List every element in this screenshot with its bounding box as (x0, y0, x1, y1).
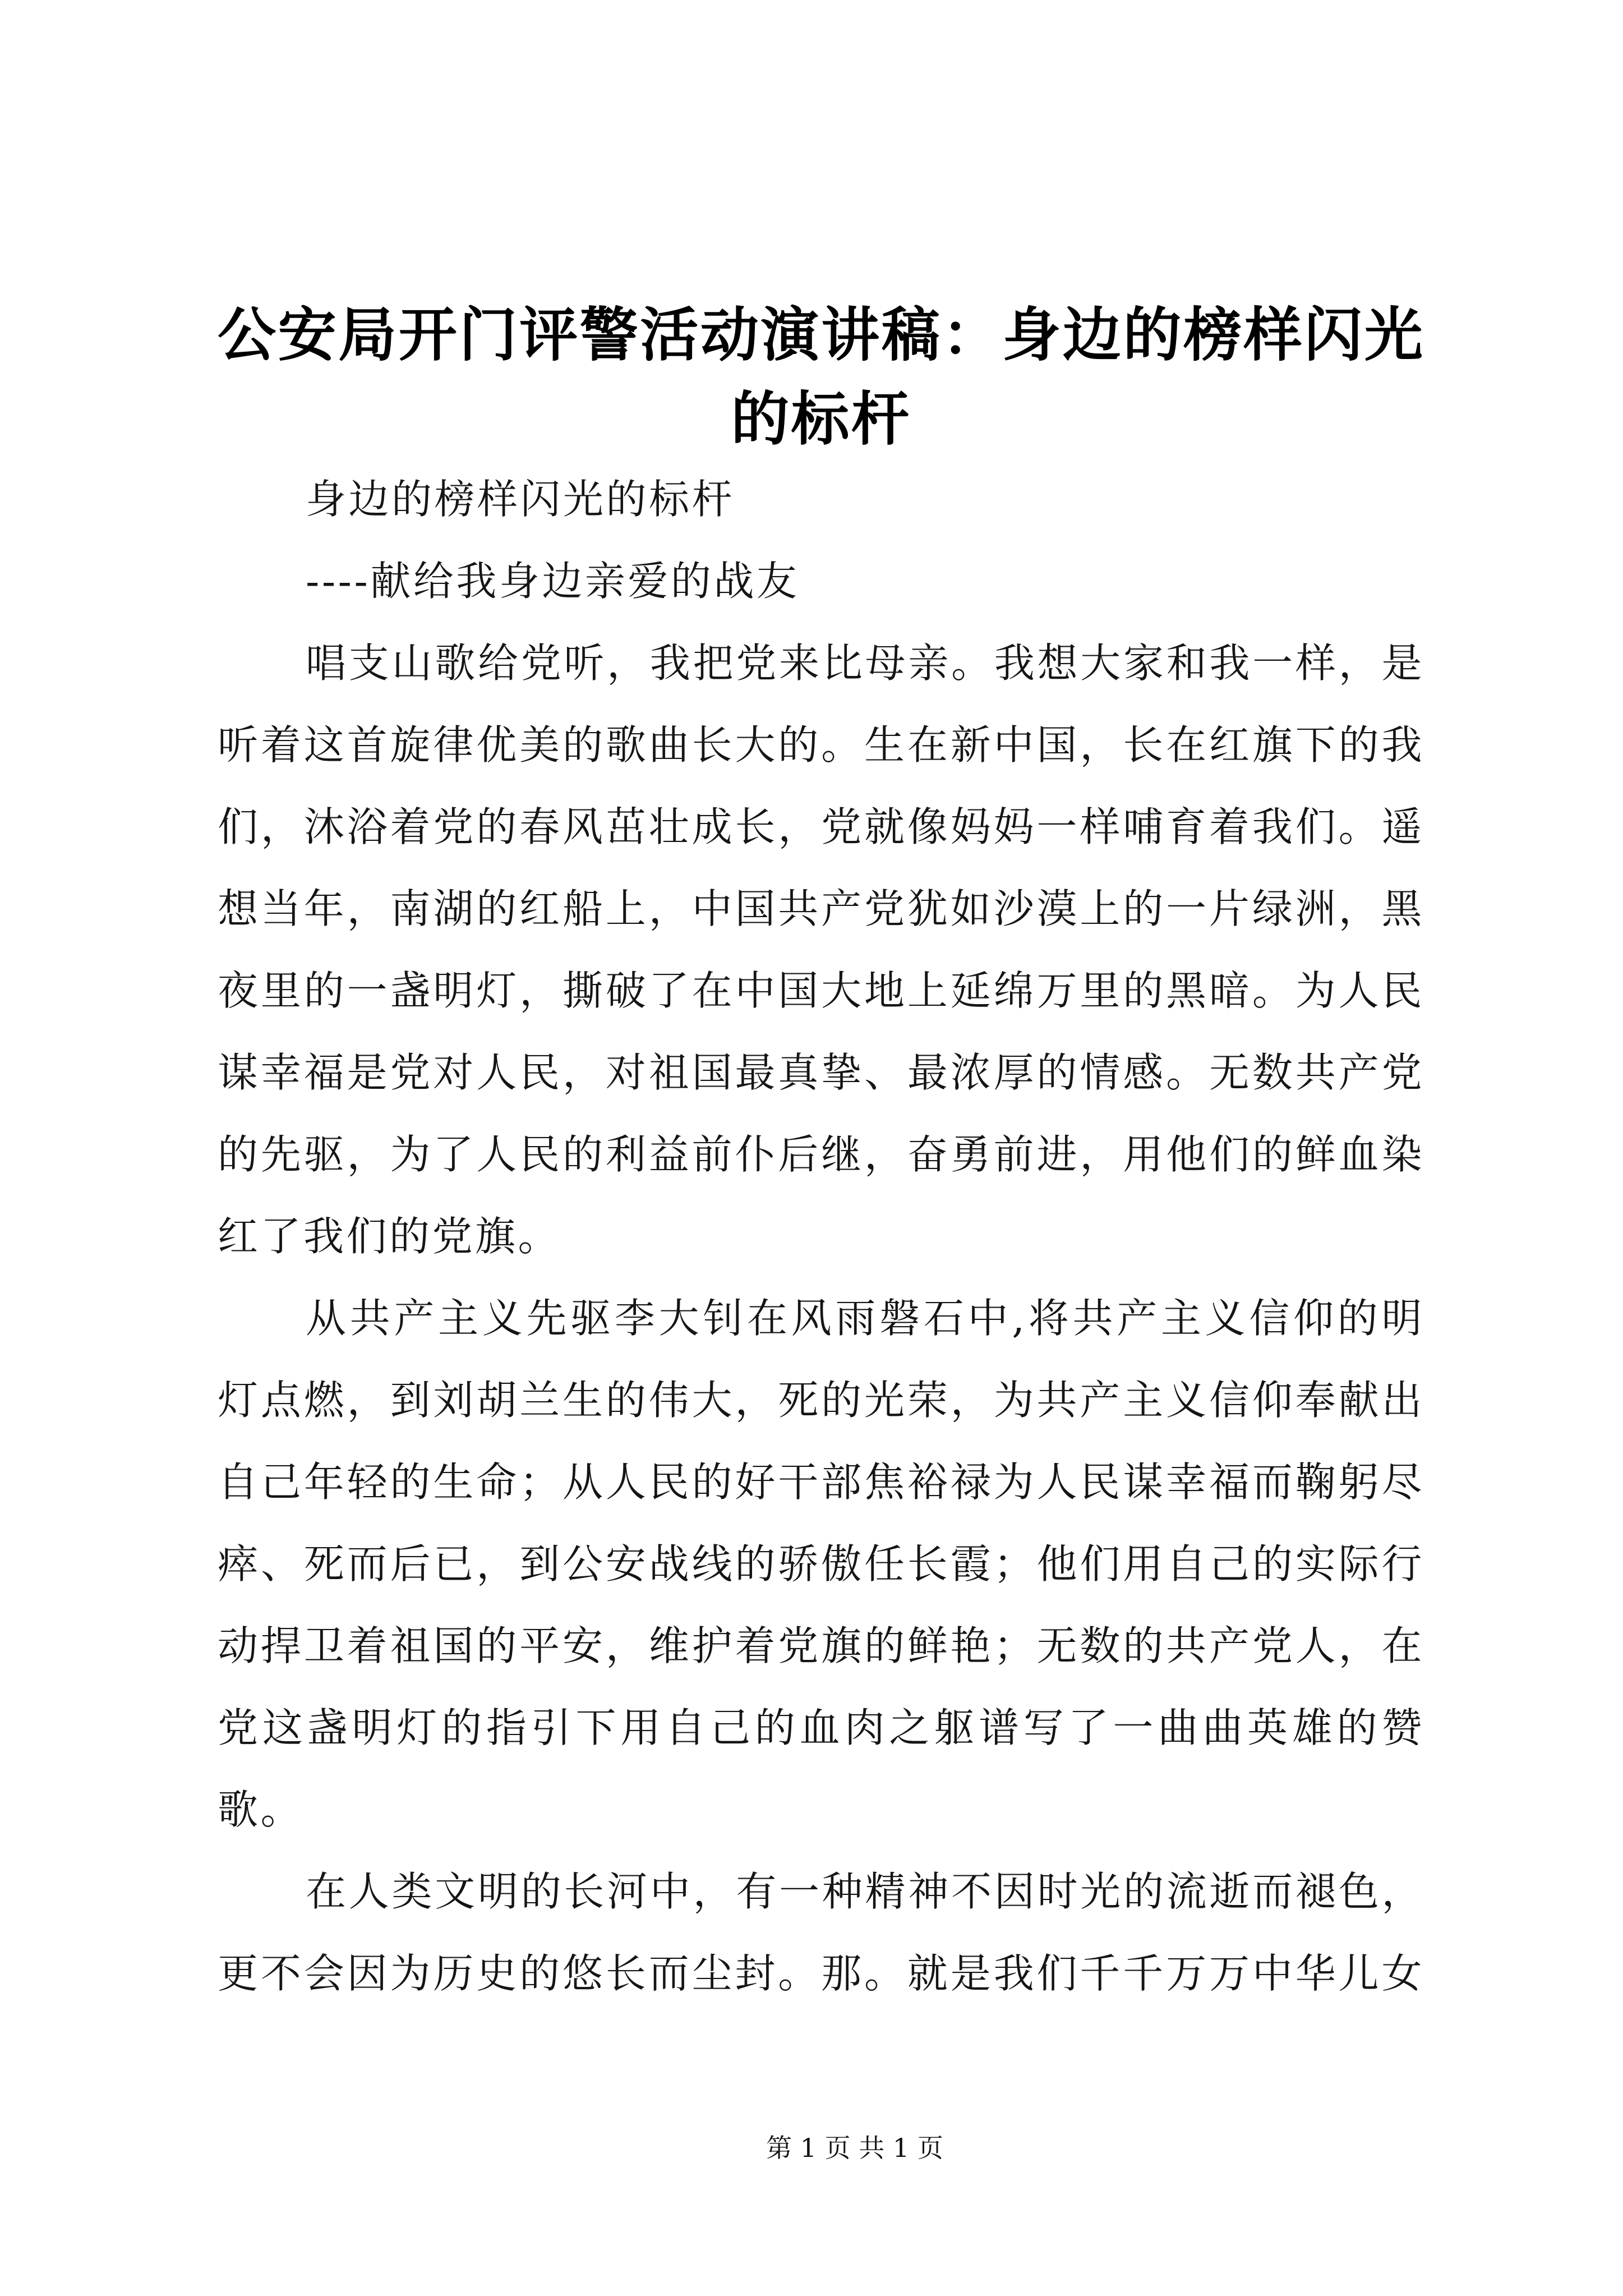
paragraph-line: 更不会因为历史的悠长而尘封。那。就是我们千千万万中华儿女 (218, 1950, 1424, 1997)
paragraph-line: 党这盏明灯的指引下用自己的血肉之躯谱写了一曲曲英雄的赞 (218, 1704, 1424, 1751)
subtitle: 身边的榜样闪光的标杆 (306, 476, 735, 523)
paragraph (218, 1851, 1424, 2014)
subtitle-paragraph (218, 458, 1424, 540)
dedication: ----献给我身边亲爱的战友 (306, 558, 800, 605)
paragraph-line: 从共产主义先驱李大钊在风雨磐石中,将共产主义信仰的明 (306, 1295, 1424, 1342)
paragraph-line: 动捍卫着祖国的平安，维护着党旗的鲜艳；无数的共产党人，在 (218, 1622, 1424, 1669)
paragraph-line: 想当年，南湖的红船上，中国共产党犹如沙漠上的一片绿洲，黑 (218, 885, 1424, 932)
paragraph-line: 听着这首旋律优美的歌曲长大的。生在新中国，长在红旗下的我 (218, 721, 1424, 769)
paragraph-line: 夜里的一盏明灯，撕破了在中国大地上延绵万里的黑暗。为人民 (218, 967, 1424, 1014)
paragraph-line: 的先驱，为了人民的利益前仆后继，奋勇前进，用他们的鲜血染 (218, 1131, 1424, 1178)
paragraph-line: 瘁、死而后已，到公安战线的骄傲任长霞；他们用自己的实际行 (218, 1540, 1424, 1588)
paragraph-line: 们，沐浴着党的春风茁壮成长，党就像妈妈一样哺育着我们。遥 (218, 803, 1424, 850)
page-title-line: 的标杆 (731, 384, 911, 453)
dedication-paragraph (218, 540, 1424, 622)
paragraph-line: 歌。 (218, 1786, 304, 1833)
paragraph-line: 在人类文明的长河中，有一种精神不因时光的流逝而褪色， (306, 1868, 1424, 1915)
document-body (218, 458, 1424, 2014)
page-title (218, 293, 1424, 461)
paragraph-line: 自己年轻的生命；从人民的好干部焦裕禄为人民谋幸福而鞠躬尽 (218, 1458, 1424, 1506)
paragraph-line: 谋幸福是党对人民，对祖国最真挚、最浓厚的情感。无数共产党 (218, 1049, 1424, 1096)
page-footer: 第 1 页 共 1 页 (766, 2133, 943, 2163)
paragraph-line: 红了我们的党旗。 (218, 1213, 561, 1260)
page-title-line: 公安局开门评警活动演讲稿：身边的榜样闪光 (218, 300, 1424, 369)
paragraph-line: 灯点燃，到刘胡兰生的伟大，死的光荣，为共产主义信仰奉献出 (218, 1377, 1424, 1424)
paragraph-line: 唱支山歌给党听，我把党来比母亲。我想大家和我一样，是 (306, 639, 1424, 687)
paragraph (218, 1277, 1424, 1851)
paragraph (218, 622, 1424, 1277)
